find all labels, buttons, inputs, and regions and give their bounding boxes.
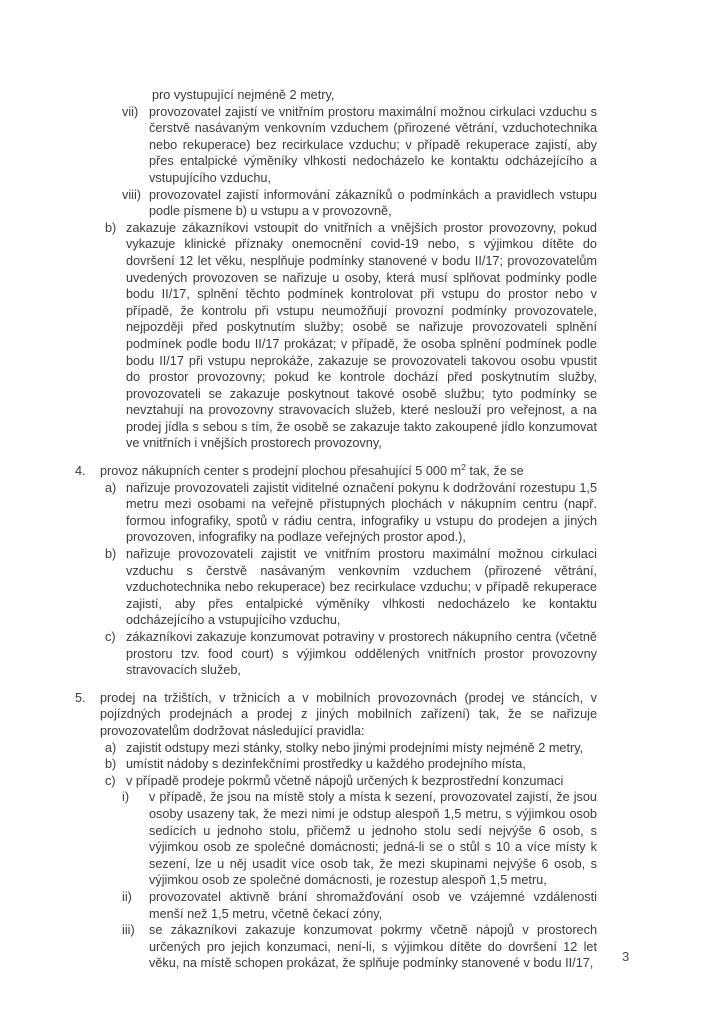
- list-marker: c): [105, 773, 116, 788]
- list-item-text: provozovatel aktivně brání shromažďování osob ve vzájemné vzdálenosti menší než 1,5 metru, včetně čekací zóny,: [149, 889, 597, 921]
- list-item-viii: [122, 187, 597, 220]
- continuation-line: pro vystupující nejméně 2 metry,: [152, 88, 335, 102]
- list-item-text: umístit nádoby s dezinfekčními prostředky u každého prodejního místa,: [126, 757, 526, 772]
- item-4-intro-tail: tak, že se: [465, 464, 524, 479]
- list-item-text: v případě prodeje pokrmů včetně nápojů určených k bezprostřední konzumaci: [126, 773, 564, 788]
- list-marker: a): [105, 480, 117, 495]
- list-item-text: v případě, že jsou na místě stoly a místa k sezení, provozovatel zajistí, že jsou osoby usazeny tak, že mezi nimi je odstup alespoň 1,5 metru, s výjimkou osob sedících u jednoho stolu, přičemž u jednoho stolu sedí nejvýše 6 osob, s výjimkou osob ze společné domácnosti; jedná-li se o stůl s 10 a více místy k sezení, lze u něj usadit více osob tak, že mezi skupinami nejvýše 6 osob, s výjimkou osob ze společné domácnosti, je rozestup alespoň 1,5 metru,: [149, 790, 597, 888]
- list-item-text: provozovatel zajistí informování zákazníků o podmínkách a pravidlech vstupu podle písmene b) u vstupu a v provozovně,: [149, 187, 597, 219]
- list-item-4: [75, 463, 597, 480]
- list-marker: b): [105, 757, 117, 772]
- list-item-5c: [105, 773, 597, 790]
- list-marker: b): [105, 547, 117, 562]
- list-item-text: nařizuje provozovateli zajistit viditelné označení pokynu k dodržování rozestupu 1,5 metru mezi osobami na veřejně přístupných plochách v nákupním centru (např. formou infografiky, spotů v rádiu centra, infografiky u vstupu do prodejen a jiných provozoven, infografiky na podlaze veřejných prostor apod.),: [126, 480, 597, 545]
- list-marker: 5.: [75, 690, 86, 705]
- list-item-text: prodej na tržištích, v tržnicích a v mobilních provozovnách (prodej ve stáncích, v pojízdných prodejnách a prodej z jiných mobilních zařízení) tak, že se nařizuje provozovatelům dodržovat následující pravidla:: [100, 690, 597, 738]
- list-marker: 4.: [75, 464, 86, 479]
- list-marker: a): [105, 740, 117, 755]
- list-marker: ii): [122, 889, 132, 904]
- list-item-text: provozovatel zajistí ve vnitřním prostoru maximální možnou cirkulaci vzduchu s čerstvě nasávaným venkovním vzduchem (přirozené větrání, vzduchotechnika nebo rekuperace) bez recirkulace vzduchu; v případě rekuperace zajistí, aby přes entalpické výměníky vlhkosti nedocházelo ke kontaktu odcházejícího a vstupujícího vzduchu,: [149, 104, 597, 185]
- list-item-5: [75, 690, 597, 740]
- item-4-intro: provoz nákupních center s prodejní plochou přesahující 5 000 m: [100, 464, 462, 479]
- list-item-4a: [105, 480, 597, 546]
- list-item-4b: [105, 546, 597, 629]
- list-item-5a: [105, 740, 597, 757]
- list-marker: c): [105, 630, 116, 644]
- list-item-text: se zákazníkovi zakazuje konzumovat pokrmy včetně nápojů v prostorech určených pro jejich konzumaci, není-li, s výjimkou dítěte do dovršení 12 let věku, na místě schopen prokázat, že splňuje podmínky stanovené v bodu II/17,: [149, 923, 597, 971]
- list-marker: viii): [122, 187, 142, 202]
- list-item-5c-iii: [122, 922, 597, 972]
- list-item-text: zakazuje zákazníkovi vstoupit do vnitřních a vnějších prostor provozovny, pokud vykazuje klinické příznaky onemocnění covid-19 nebo, s výjimkou dítěte do dovršení 12 let věku, nesplňuje podmínky stanovené v bodu II/17; provozovatelům uvedených provozoven se nařizuje u osoby, která musí splňovat podmínky podle bodu II/17, splnění těchto podmínek kontrolovat při vstupu do prostor nebo v případě, že kontrolu při vstupu neumožňují provozní podmínky provozovatele, nejpozději před poskytnutím služby; osobě se nařizuje provozovateli splnění podmínek podle bodu II/17 prokázat; v případě, že osoba splnění podmínek podle bodu II/17 při vstupu neprokáže, zakazuje se provozovateli takovou osobu vpustit do prostor provozovny; pokud ke kontrole dochází před poskytnutím služby, provozovateli se zakazuje poskytnout takové osobě službu; tyto podmínky se nevztahují na provozovny stravovacích služeb, které neslouží pro veřejnost, a na prodej jídla s sebou s tím, že osobě se zakazuje takto zakoupené jídlo konzumovat ve vnitřních i vnějších prostorech provozovny,: [126, 220, 597, 451]
- document-body: [75, 87, 597, 972]
- list-item-text: [100, 463, 597, 480]
- list-item-4c: [105, 629, 597, 679]
- list-item-5c-ii: [122, 889, 597, 922]
- list-marker: vii): [122, 104, 139, 119]
- list-item-text: zákazníkovi zakazuje konzumovat potraviny v prostorech nákupního centra (včetně prostoru tzv. food court) s výjimkou oddělených vnitřních prostor provozovny stravovacích služeb,: [126, 630, 597, 678]
- list-marker: b): [105, 220, 117, 235]
- list-item-text: zajistit odstupy mezi stánky, stolky nebo jinými prodejními místy nejméně 2 metry,: [126, 740, 584, 755]
- list-item-5c-i: [122, 789, 597, 889]
- list-item-5b: [105, 756, 597, 773]
- list-marker: iii): [122, 923, 135, 938]
- superscript-2: 2: [461, 461, 466, 472]
- list-item-vii: [122, 104, 597, 187]
- list-item-b: [105, 220, 597, 452]
- page-number: 3: [622, 949, 630, 964]
- list-marker: i): [122, 790, 130, 805]
- list-item-text: nařizuje provozovateli zajistit ve vnitřním prostoru maximální možnou cirkulaci vzduchu s čerstvě nasávaným venkovním vzduchem (přirozené větrání, vzduchotechnika nebo rekuperace) bez recirkulace vzduchu; v případě rekuperace zajistí, aby přes entalpické výměníky vlhkosti nedocházelo ke kontaktu odcházejícího a vstupujícího vzduchu,: [126, 547, 597, 628]
